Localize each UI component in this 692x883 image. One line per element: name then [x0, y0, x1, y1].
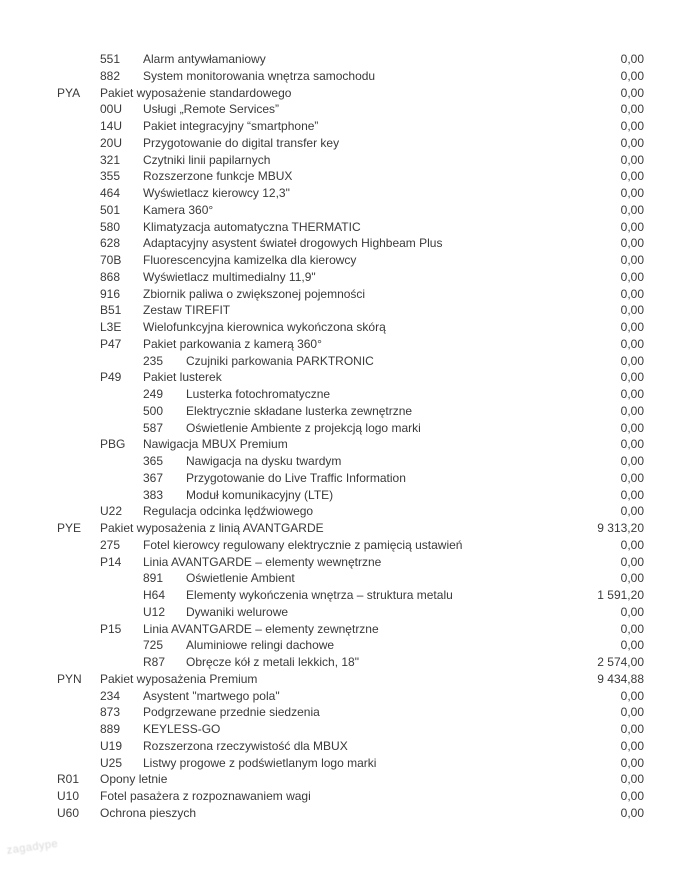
option-code: PYA — [57, 85, 81, 100]
option-price: 9 313,20 — [597, 521, 644, 535]
option-description: Usługi „Remote Services” — [143, 102, 280, 117]
option-price: 0,00 — [620, 219, 644, 234]
option-price: 0,00 — [620, 186, 644, 200]
table-row — [57, 487, 644, 504]
table-row — [57, 570, 644, 587]
option-price: 0,00 — [620, 772, 644, 787]
option-price: 0,00 — [620, 336, 644, 351]
table-row — [57, 688, 644, 705]
option-code: U12 — [143, 604, 166, 619]
option-code: 464 — [100, 186, 121, 200]
table-row — [57, 252, 644, 269]
option-description: Listwy progowe z podświetlanym logo marki — [143, 755, 377, 770]
table-row — [57, 235, 644, 252]
option-price: 0,00 — [620, 454, 644, 468]
table-row — [57, 537, 644, 554]
option-description: Lusterka fotochromatyczne — [186, 387, 331, 401]
option-description: Czujniki parkowania PARKTRONIC — [186, 353, 374, 368]
watermark: zagadype — [6, 837, 59, 857]
option-description: Pakiet parkowania z kamerą 360° — [143, 336, 322, 351]
option-description: Obręcze kół z metali lekkich, 18" — [186, 655, 359, 669]
option-price: 0,00 — [620, 303, 644, 318]
option-code: 587 — [143, 420, 164, 435]
option-description: Linia AVANTGARDE – elementy wewnętrzne — [143, 554, 382, 569]
table-row — [57, 101, 644, 118]
option-price: 0,00 — [620, 102, 644, 117]
table-row — [57, 85, 644, 102]
option-price: 0,00 — [620, 169, 644, 184]
option-price: 0,00 — [620, 755, 644, 770]
option-code: 500 — [143, 403, 164, 418]
table-row — [57, 369, 644, 386]
option-code: 00U — [100, 102, 123, 117]
option-description: Rozszerzone funkcje MBUX — [143, 169, 293, 184]
option-description: Kamera 360° — [143, 202, 214, 217]
option-code: 916 — [100, 286, 121, 301]
option-code: 14U — [100, 119, 123, 133]
option-description: Oświetlenie Ambiente z projekcją logo marki — [186, 420, 421, 435]
table-row — [57, 135, 644, 152]
option-price: 0,00 — [620, 571, 644, 586]
table-row — [57, 286, 644, 303]
option-code: 889 — [100, 722, 121, 736]
table-row — [57, 721, 644, 738]
option-code: 70B — [100, 253, 122, 267]
option-description: KEYLESS-GO — [143, 722, 221, 736]
option-code: R87 — [143, 655, 166, 669]
option-price: 0,00 — [620, 738, 644, 753]
option-code: 355 — [100, 169, 121, 184]
option-description: Wyświetlacz multimedialny 11,9" — [143, 269, 316, 284]
option-code: U25 — [100, 755, 123, 770]
table-row — [57, 185, 644, 202]
option-description: Pakiet wyposażenia Premium — [100, 671, 258, 686]
options-table — [57, 51, 644, 822]
table-row — [57, 788, 644, 805]
option-code: 580 — [100, 219, 121, 234]
option-code: U10 — [57, 789, 80, 803]
option-description: Elektrycznie składane lusterka zewnętrzne — [186, 403, 413, 418]
table-row — [57, 503, 644, 520]
option-description: Moduł komunikacyjny (LTE) — [186, 487, 334, 502]
option-code: 234 — [100, 688, 121, 703]
option-description: Asystent "martwego pola" — [143, 688, 280, 703]
option-price: 0,00 — [620, 437, 644, 452]
table-row — [57, 269, 644, 286]
option-description: Pakiet wyposażenia z linią AVANTGARDE — [100, 521, 324, 535]
option-code: 383 — [143, 487, 164, 502]
table-row — [57, 403, 644, 420]
option-price: 2 574,00 — [597, 655, 644, 669]
option-description: Nawigacja na dysku twardym — [186, 454, 342, 468]
option-description: Rozszerzona rzeczywistość dla MBUX — [143, 738, 348, 753]
table-row — [57, 118, 644, 135]
option-description: Fluorescencyjna kamizelka dla kierowcy — [143, 253, 357, 267]
option-code: PYN — [57, 671, 82, 686]
option-price: 0,00 — [620, 722, 644, 736]
option-price: 0,00 — [620, 621, 644, 636]
option-description: Pakiet integracyjny “smartphone” — [143, 119, 319, 133]
option-price: 0,00 — [620, 705, 644, 720]
option-price: 0,00 — [620, 119, 644, 133]
table-row — [57, 319, 644, 336]
table-row — [57, 202, 644, 219]
option-price: 0,00 — [620, 286, 644, 301]
table-row — [57, 654, 644, 671]
option-price: 0,00 — [620, 420, 644, 435]
option-description: Opony letnie — [100, 772, 168, 787]
option-description: Czytniki linii papilarnych — [143, 152, 271, 167]
table-row — [57, 68, 644, 85]
option-price: 0,00 — [620, 68, 644, 83]
option-price: 0,00 — [620, 353, 644, 368]
option-description: Ochrona pieszych — [100, 805, 197, 820]
table-row — [57, 671, 644, 688]
table-row — [57, 420, 644, 437]
option-code: U60 — [57, 805, 80, 820]
option-price: 0,00 — [620, 52, 644, 66]
option-price: 0,00 — [620, 370, 644, 385]
option-description: Alarm antywłamaniowy — [143, 52, 266, 66]
option-description: Regulacja odcinka lędźwiowego — [143, 504, 314, 519]
option-price: 0,00 — [620, 202, 644, 217]
option-price: 0,00 — [620, 253, 644, 267]
option-price: 0,00 — [620, 688, 644, 703]
option-price: 0,00 — [620, 85, 644, 100]
option-description: Nawigacja MBUX Premium — [143, 437, 288, 452]
option-description: Pakiet lusterek — [143, 370, 222, 385]
option-description: Elementy wykończenia wnętrza – struktura metalu — [186, 588, 453, 602]
option-description: Klimatyzacja automatyczna THERMATIC — [143, 219, 361, 234]
option-price: 0,00 — [620, 537, 644, 552]
option-code: 275 — [100, 537, 121, 552]
option-description: Przygotowanie do Live Traffic Information — [186, 470, 406, 485]
option-description: Adaptacyjny asystent świateł drogowych Highbeam Plus — [143, 236, 443, 251]
table-row — [57, 386, 644, 403]
option-code: P49 — [100, 370, 122, 385]
table-row — [57, 219, 644, 236]
table-row — [57, 520, 644, 537]
table-row — [57, 168, 644, 185]
option-description: Fotel pasażera z rozpoznawaniem wagi — [100, 789, 311, 803]
table-row — [57, 604, 644, 621]
table-row — [57, 436, 644, 453]
option-code: PBG — [100, 437, 126, 452]
option-code: 321 — [100, 152, 121, 167]
table-row — [57, 554, 644, 571]
table-row — [57, 637, 644, 654]
option-code: L3E — [100, 320, 122, 334]
option-code: 501 — [100, 202, 121, 217]
table-row — [57, 353, 644, 370]
table-row — [57, 302, 644, 319]
table-row — [57, 152, 644, 169]
option-price: 0,00 — [620, 805, 644, 820]
table-row — [57, 453, 644, 470]
option-price: 0,00 — [620, 320, 644, 334]
option-price: 0,00 — [620, 789, 644, 803]
option-code: 891 — [143, 571, 164, 586]
option-code: U22 — [100, 504, 123, 519]
option-price: 0,00 — [620, 236, 644, 251]
option-code: 882 — [100, 68, 121, 83]
option-code: P15 — [100, 621, 122, 636]
option-price: 0,00 — [620, 604, 644, 619]
option-description: System monitorowania wnętrza samochodu — [143, 68, 376, 83]
option-code: 873 — [100, 705, 121, 720]
table-row — [57, 704, 644, 721]
option-code: P47 — [100, 336, 122, 351]
option-code: 367 — [143, 470, 164, 485]
option-code: H64 — [143, 588, 166, 602]
option-description: Zestaw TIREFIT — [143, 303, 231, 318]
option-description: Dywaniki welurowe — [186, 604, 289, 619]
option-description: Aluminiowe relingi dachowe — [186, 638, 335, 653]
option-price: 1 591,20 — [597, 588, 644, 602]
option-price: 0,00 — [620, 638, 644, 653]
option-code: B51 — [100, 303, 122, 318]
option-price: 0,00 — [620, 487, 644, 502]
option-price: 0,00 — [620, 554, 644, 569]
option-code: R01 — [57, 772, 80, 787]
option-code: 365 — [143, 454, 164, 468]
option-description: Wyświetlacz kierowcy 12,3" — [143, 186, 290, 200]
table-row — [57, 755, 644, 772]
table-row — [57, 621, 644, 638]
option-description: Linia AVANTGARDE – elementy zewnętrzne — [143, 621, 379, 636]
option-description: Przygotowanie do digital transfer key — [143, 135, 340, 150]
table-row — [57, 805, 644, 822]
option-code: 249 — [143, 387, 164, 401]
option-description: Zbiornik paliwa o zwiększonej pojemności — [143, 286, 366, 301]
option-price: 0,00 — [620, 470, 644, 485]
option-price: 0,00 — [620, 269, 644, 284]
option-price: 0,00 — [620, 152, 644, 167]
option-price: 0,00 — [620, 403, 644, 418]
option-code: 235 — [143, 353, 164, 368]
option-code: 20U — [100, 135, 123, 150]
option-price: 0,00 — [620, 135, 644, 150]
option-code: U19 — [100, 738, 123, 753]
option-code: 551 — [100, 52, 121, 66]
option-description: Wielofunkcyjna kierownica wykończona skórą — [143, 320, 386, 334]
option-description: Podgrzewane przednie siedzenia — [143, 705, 320, 720]
option-code: 725 — [143, 638, 164, 653]
table-row — [57, 336, 644, 353]
table-row — [57, 738, 644, 755]
option-description: Pakiet wyposażenie standardowego — [100, 85, 292, 100]
table-row — [57, 470, 644, 487]
option-description: Fotel kierowcy regulowany elektrycznie z pamięcią ustawień — [143, 537, 463, 552]
option-code: 868 — [100, 269, 121, 284]
option-code: PYE — [57, 521, 82, 535]
option-code: P14 — [100, 554, 122, 569]
table-row — [57, 51, 644, 68]
option-price: 0,00 — [620, 387, 644, 401]
table-row — [57, 771, 644, 788]
option-price: 0,00 — [620, 504, 644, 519]
option-code: 628 — [100, 236, 121, 251]
table-row — [57, 587, 644, 604]
option-description: Oświetlenie Ambient — [186, 571, 295, 586]
option-price: 9 434,88 — [597, 671, 644, 686]
